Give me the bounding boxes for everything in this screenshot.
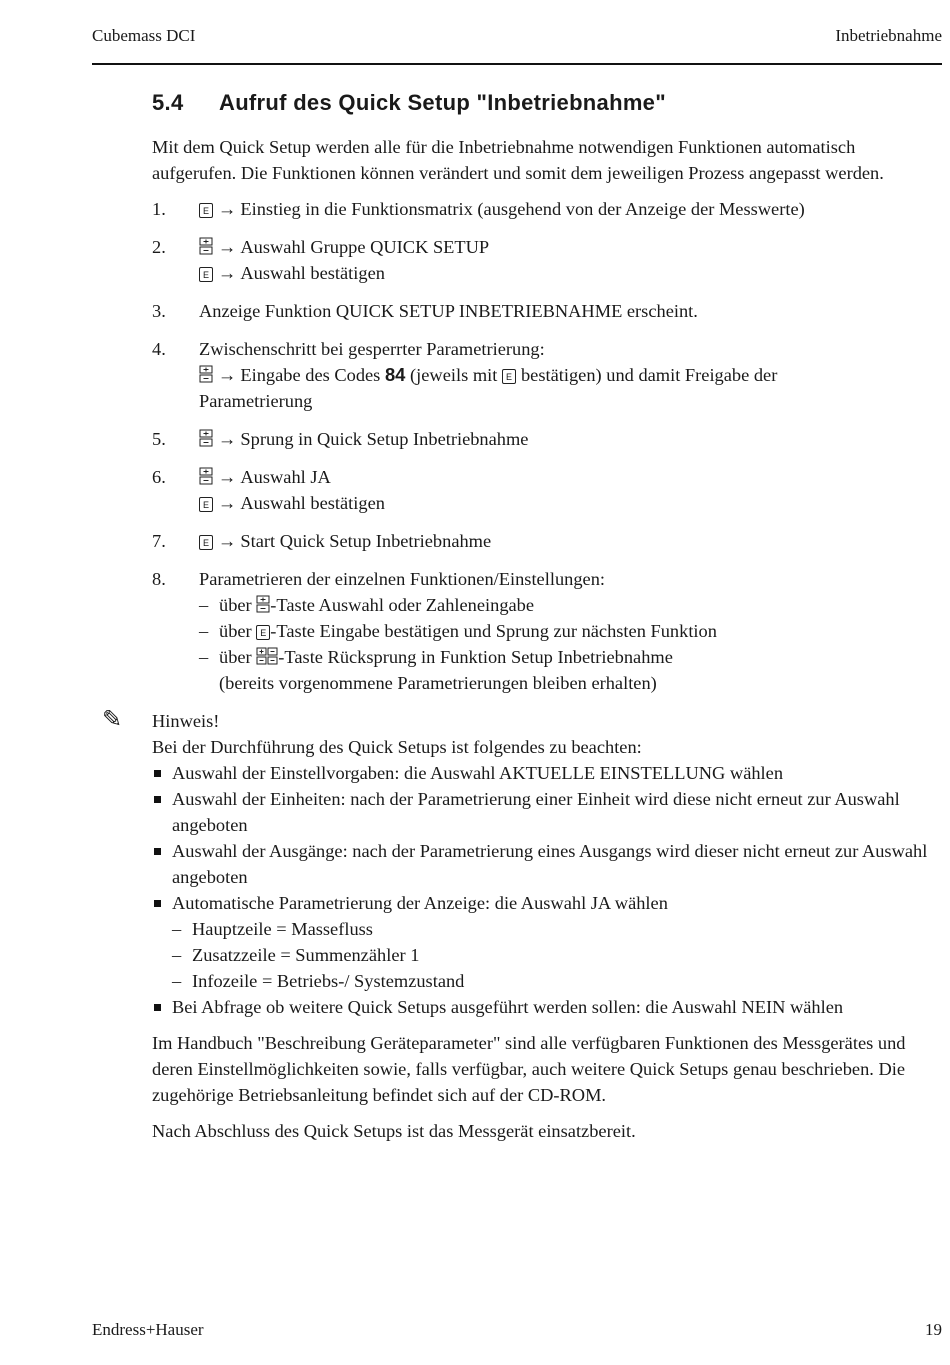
step-text: Start Quick Setup Inbetriebnahme [240,531,492,551]
step-text: Auswahl bestätigen [240,493,385,513]
arrow-icon: → [218,199,237,219]
sub-item [199,618,942,644]
step-number: 8. [152,569,166,589]
steps-list [152,196,942,696]
bullet-text: Automatische Parametrierung der Anzeige: die Auswahl JA wählen [172,893,668,913]
display-sublist [172,916,942,994]
bullet-square-icon [154,796,161,803]
plus-minus-key-icon [199,467,213,485]
list-item [152,760,942,786]
step-number: 6. [152,467,166,487]
enter-key-icon: E [199,497,213,512]
dash-marker: – [199,621,209,641]
dash-marker: – [199,647,209,667]
bullet-text: Auswahl der Ausgänge: nach der Parametrierung eines Ausgangs wird dieser nicht erneut zur Auswahl angeboten [172,841,928,887]
enter-key-icon: E [502,369,516,384]
sub-item [199,644,942,670]
step-text: Parametrieren der einzelnen Funktionen/Einstellungen: [199,569,605,589]
note-title: Hinweis! [152,711,220,731]
sub-item [199,592,942,618]
sub-text: Hauptzeile = Massefluss [192,919,373,939]
bullet-text: Bei Abfrage ob weitere Quick Setups ausgeführt werden sollen: die Auswahl NEIN wählen [172,997,844,1017]
list-item [152,786,942,838]
dash-marker: – [172,971,182,991]
page-number: 19 [925,1320,942,1339]
step-text: (jeweils mit [410,365,498,385]
step-number: 1. [152,199,166,219]
enter-key-icon: E [199,267,213,282]
pencil-icon: ✎ [102,705,123,733]
note-intro: Bei der Durchführung des Quick Setups ist folgendes zu beachten: [152,737,642,757]
final-paragraph: Nach Abschluss des Quick Setups ist das Messgerät einsatzbereit. [152,1121,636,1141]
section-title: Aufruf des Quick Setup "Inbetriebnahme" [219,90,666,115]
page-content [102,134,942,1144]
step-text: Auswahl Gruppe QUICK SETUP [240,237,490,257]
step-5 [152,426,942,452]
arrow-icon: → [218,531,237,551]
header-right: Inbetriebnahme [835,26,942,45]
step-number: 7. [152,531,166,551]
sub-text: Infozeile = Betriebs-/ Systemzustand [192,971,465,991]
step-text: Parametrierung [199,391,313,411]
step-text: -Taste Auswahl oder Zahleneingabe [270,595,535,615]
step-text: Eingabe des Codes [240,365,381,385]
note-block [102,705,942,1020]
arrow-icon: → [218,493,237,513]
arrow-icon: → [218,237,237,257]
escape-key-icon [256,647,278,665]
sub-text: Zusatzzeile = Summenzähler 1 [192,945,420,965]
list-item [172,942,942,968]
step-6 [152,464,942,516]
footer-brand: Endress+Hauser [92,1320,204,1339]
code-value: 84 [384,364,406,385]
step-number: 2. [152,237,166,257]
step-text: Zwischenschritt bei gesperrter Parametrierung: [199,339,545,359]
step-text: Sprung in Quick Setup Inbetriebnahme [240,429,529,449]
enter-key-icon: E [199,535,213,550]
note-bullets [152,760,942,1020]
arrow-icon: → [218,429,237,449]
step-text: bestätigen) und damit Freigabe der [520,365,778,385]
step-text: Auswahl JA [240,467,331,487]
step-text: über [219,595,252,615]
arrow-icon: → [218,467,237,487]
step-text: über [219,647,252,667]
list-item [172,968,942,994]
bullet-square-icon [154,770,161,777]
arrow-icon: → [218,263,237,283]
step-text: Auswahl bestätigen [240,263,385,283]
list-item [152,838,942,890]
step-text: (bereits vorgenommene Parametrierungen bleiben erhalten) [219,673,657,693]
dash-marker: – [199,595,209,615]
plus-minus-key-icon [199,237,213,255]
step-3 [152,298,942,324]
step-number: 4. [152,339,166,359]
step-text: -Taste Eingabe bestätigen und Sprung zur nächsten Funktion [270,621,717,641]
dash-marker: – [172,945,182,965]
bullet-square-icon [154,1004,161,1011]
bullet-square-icon [154,848,161,855]
step-number: 3. [152,301,166,321]
step-number: 5. [152,429,166,449]
step-1 [152,196,942,222]
step-text: Einstieg in die Funktionsmatrix (ausgehend von der Anzeige der Messwerte) [240,199,805,219]
list-item [152,890,942,994]
section-heading [152,90,666,116]
arrow-icon: → [218,365,237,385]
step-2 [152,234,942,286]
bullet-square-icon [154,900,161,907]
list-item [152,994,942,1020]
step-4 [152,336,942,414]
dash-marker: – [172,919,182,939]
plus-minus-key-icon [256,595,270,613]
header-left: Cubemass DCI [92,26,196,45]
plus-minus-key-icon [199,429,213,447]
bullet-text: Auswahl der Einheiten: nach der Parametrierung einer Einheit wird diese nicht erneut zur Auswahl angeboten [172,789,900,835]
enter-key-icon: E [256,625,270,640]
list-item [172,916,942,942]
step-text: Anzeige Funktion QUICK SETUP INBETRIEBNAHME erscheint. [199,301,698,321]
step-text: -Taste Rücksprung in Funktion Setup Inbetriebnahme [278,647,673,667]
step-8 [152,566,942,696]
step-7 [152,528,942,554]
handbook-paragraph: Im Handbuch "Beschreibung Geräteparameter" sind alle verfügbaren Funktionen des Messgerätes und deren Einstellmöglichkeiten sowie, falls verfügbar, auch weitere Quick Setups genau beschrieben. Die zugehörige Betriebsanleitung befindet sich auf der CD-ROM. [152,1033,906,1105]
plus-minus-key-icon [199,365,213,383]
bullet-text: Auswahl der Einstellvorgaben: die Auswahl AKTUELLE EINSTELLUNG wählen [172,763,784,783]
header-rule [92,63,942,65]
section-number: 5.4 [152,90,184,115]
enter-key-icon: E [199,203,213,218]
intro-paragraph: Mit dem Quick Setup werden alle für die Inbetriebnahme notwendigen Funktionen automatisch aufgerufen. Die Funktionen können verändert und somit dem jeweiligen Prozess angepasst werden. [152,137,884,183]
step-text: über [219,621,252,641]
